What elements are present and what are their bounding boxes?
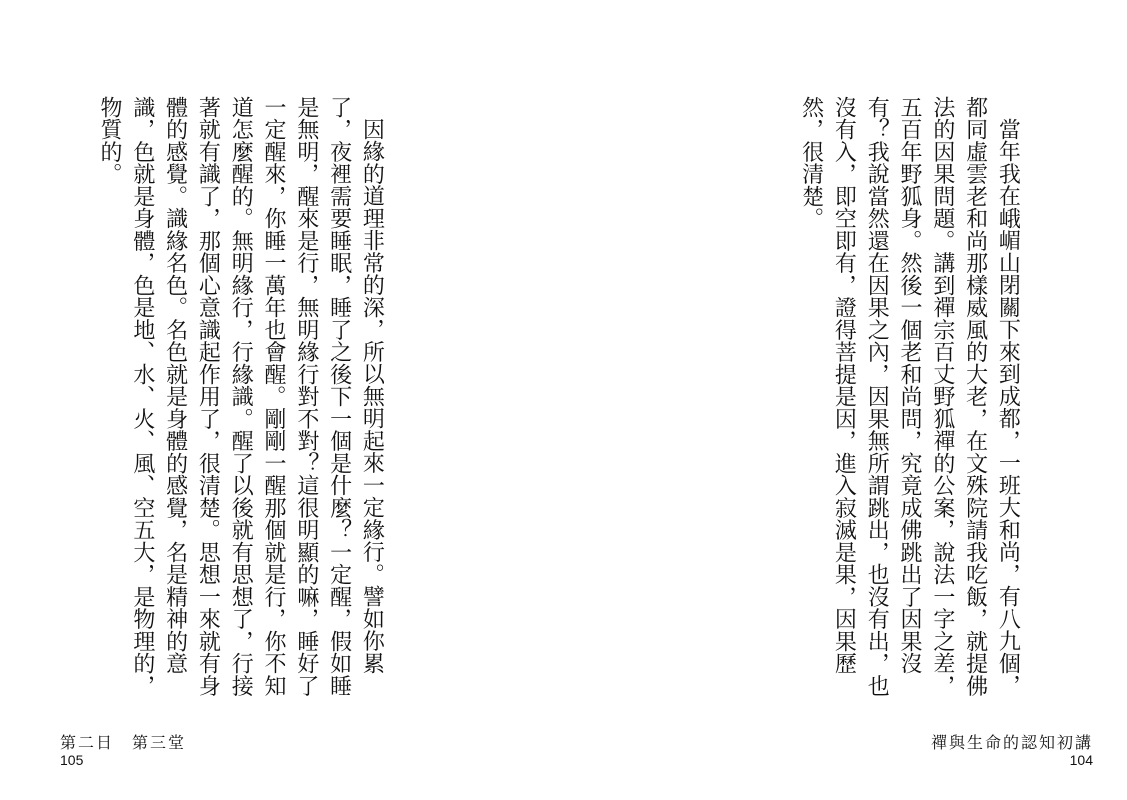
right-page [564, 0, 1127, 800]
page-number: 104 [1069, 752, 1093, 768]
running-footer-title: 禪與生命的認知初講 [930, 733, 1093, 752]
left-page-body [63, 96, 453, 708]
running-footer-title: 第二日 第三堂 [60, 733, 187, 752]
paragraph: 因緣的道理非常的深，所以無明起來一定緣行。譬如你累了，夜裡需要睡眠，睡了之後下一個是什麼？一定醒，假如睡是無明，醒來是行，無明緣行對不對？這很明顯的嘛，睡好了一定醒來，你睡一萬年也會醒。剛剛一醒那個就是行，你不知道怎麼醒的。無明緣行，行緣識。醒了以後就有思想了，行接著就有識了，那個心意識起作用了，很清楚。思想一來就有身體的感覺。識緣名色。名色就是身體的感覺，名是精神的意識，色就是身體，色是地、水、火、風、空五大，是物理的，物質的。 [97, 96, 385, 697]
right-page-body [739, 96, 1089, 708]
left-page [0, 0, 563, 800]
paragraph: 當年我在峨嵋山閉關下來到成都，一班大和尚，有八九個，都同虛雲老和尚那樣威風的大老，在文殊院請我吃飯，就提佛法的因果問題。講到禪宗百丈野狐禪的公案，說法一字之差，五百年野狐身。然後一個老和尚問，究竟成佛跳出了因果沒有？我說當然還在因果之內，因果無所謂跳出，也沒有出，也沒有入，即空即有，證得菩提是因，進入寂滅是果，因果歷然，很清楚。 [798, 96, 1021, 697]
page-number: 105 [60, 752, 84, 768]
